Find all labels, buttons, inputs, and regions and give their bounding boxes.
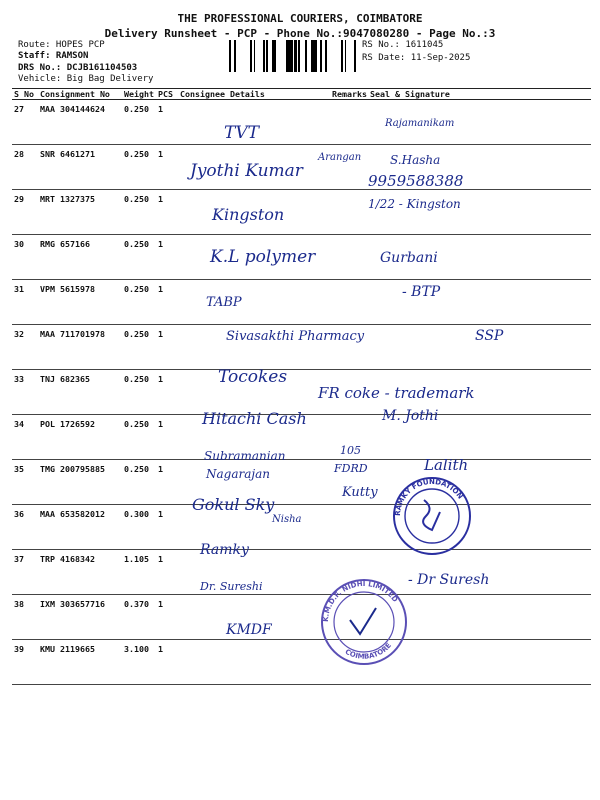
stamp-text: RAMKY FOUNDATION bbox=[393, 477, 465, 517]
consignee-cell bbox=[178, 505, 330, 550]
handwriting-note: FDRD bbox=[334, 462, 368, 475]
signature-cell bbox=[368, 325, 591, 370]
document-subtitle: Delivery Runsheet - PCP - Phone No.:9047080280 - Page No.:3 bbox=[104, 27, 496, 40]
pcs-cell: 1 bbox=[156, 415, 178, 460]
remarks-cell bbox=[330, 235, 368, 280]
handwriting-consignee: Ramky bbox=[200, 542, 249, 558]
vehicle-label: Vehicle: Big Bag Delivery bbox=[18, 74, 154, 84]
remarks-cell bbox=[330, 415, 368, 460]
remarks-cell bbox=[330, 190, 368, 235]
consignment-cell: MAA 711701978 bbox=[38, 325, 122, 370]
consignment-cell: VPM 5615978 bbox=[38, 280, 122, 325]
table-row bbox=[12, 505, 591, 550]
staff-label: Staff: RAMSON bbox=[18, 51, 89, 61]
handwriting-consignee: Jyothi Kumar bbox=[190, 161, 303, 181]
consignee-cell bbox=[178, 145, 330, 190]
consignment-cell: KMU 2119665 bbox=[38, 640, 122, 685]
table-header-row bbox=[12, 89, 591, 100]
handwriting-signature: Gurbani bbox=[380, 250, 438, 266]
table-row bbox=[12, 280, 591, 325]
handwriting-signature: 1/22 - Kingston bbox=[368, 197, 461, 211]
sno-cell: 30 bbox=[12, 235, 38, 280]
handwriting-consignee: K.L polymer bbox=[210, 247, 316, 267]
consignment-cell: TRP 4168342 bbox=[38, 550, 122, 595]
weight-cell: 0.250 bbox=[122, 460, 156, 505]
pcs-cell: 1 bbox=[156, 640, 178, 685]
pcs-cell: 1 bbox=[156, 190, 178, 235]
consignee-cell bbox=[178, 460, 330, 505]
sno-cell: 36 bbox=[12, 505, 38, 550]
handwriting-phone: 9959588388 bbox=[368, 172, 464, 190]
weight-cell: 0.250 bbox=[122, 235, 156, 280]
weight-cell: 0.250 bbox=[122, 100, 156, 145]
consignment-cell: MRT 1327375 bbox=[38, 190, 122, 235]
weight-cell: 0.370 bbox=[122, 595, 156, 640]
sno-cell: 31 bbox=[12, 280, 38, 325]
handwriting-consignee: Tocokes bbox=[218, 367, 288, 387]
pcs-cell: 1 bbox=[156, 550, 178, 595]
sno-cell: 27 bbox=[12, 100, 38, 145]
table-row bbox=[12, 235, 591, 280]
handwriting-note: Nagarajan bbox=[206, 467, 270, 481]
handwriting-signature: SSP bbox=[475, 328, 504, 344]
document-title: THE PROFESSIONAL COURIERS, COIMBATORE bbox=[177, 12, 423, 25]
weight-cell: 0.250 bbox=[122, 370, 156, 415]
consignment-cell: MAA 304144624 bbox=[38, 100, 122, 145]
consignee-cell bbox=[178, 640, 330, 685]
column-header: Remarks bbox=[332, 89, 367, 99]
signature-cell bbox=[368, 190, 591, 235]
weight-cell: 0.250 bbox=[122, 190, 156, 235]
weight-cell: 0.250 bbox=[122, 415, 156, 460]
column-header: Seal & Signature bbox=[368, 89, 591, 100]
sno-cell: 35 bbox=[12, 460, 38, 505]
consignment-cell: TMG 200795885 bbox=[38, 460, 122, 505]
column-header: Weight bbox=[122, 89, 156, 100]
weight-cell: 0.250 bbox=[122, 325, 156, 370]
signature-cell bbox=[368, 370, 591, 415]
consignment-cell: SNR 6461271 bbox=[38, 145, 122, 190]
signature-cell bbox=[368, 640, 591, 685]
sno-cell: 34 bbox=[12, 415, 38, 460]
column-header: PCS bbox=[156, 89, 178, 100]
consignee-cell bbox=[178, 190, 330, 235]
sno-cell: 38 bbox=[12, 595, 38, 640]
pcs-cell: 1 bbox=[156, 325, 178, 370]
remarks-cell bbox=[330, 460, 368, 505]
table-row bbox=[12, 145, 591, 190]
handwriting-signature: S.Hasha bbox=[390, 153, 441, 167]
signature-cell bbox=[368, 505, 591, 550]
rs-date: RS Date: 11-Sep-2025 bbox=[362, 53, 471, 63]
weight-cell: 3.100 bbox=[122, 640, 156, 685]
remarks-cell bbox=[330, 640, 368, 685]
signature-cell bbox=[368, 550, 591, 595]
weight-cell: 0.250 bbox=[122, 280, 156, 325]
column-header: S No bbox=[12, 89, 38, 100]
barcode bbox=[229, 40, 357, 72]
signature-cell bbox=[368, 145, 591, 190]
handwriting-note: 105 bbox=[340, 444, 361, 457]
handwriting-consignee: KMDF bbox=[226, 622, 272, 638]
consignee-cell bbox=[178, 235, 330, 280]
handwriting-signature: - Dr Suresh bbox=[408, 572, 490, 588]
pcs-cell: 1 bbox=[156, 595, 178, 640]
table-row bbox=[12, 595, 591, 640]
handwriting-consignee: Gokul Sky bbox=[192, 495, 275, 514]
table-row bbox=[12, 460, 591, 505]
remarks-cell bbox=[330, 325, 368, 370]
signature-cell bbox=[368, 235, 591, 280]
consignment-cell: POL 1726592 bbox=[38, 415, 122, 460]
remarks-cell bbox=[330, 595, 368, 640]
table-row bbox=[12, 640, 591, 685]
consignee-cell bbox=[178, 595, 330, 640]
weight-cell: 1.105 bbox=[122, 550, 156, 595]
consignee-cell bbox=[178, 325, 330, 370]
handwriting-signature: Rajamanikam bbox=[385, 118, 455, 129]
route-label: Route: HOPES PCP bbox=[18, 40, 105, 50]
remarks-cell bbox=[330, 280, 368, 325]
signature-cell bbox=[368, 100, 591, 145]
pcs-cell: 1 bbox=[156, 100, 178, 145]
consignment-cell: TNJ 682365 bbox=[38, 370, 122, 415]
handwriting-consignee: TABP bbox=[206, 295, 242, 310]
table-row bbox=[12, 415, 591, 460]
handwriting-signature: - BTP bbox=[402, 284, 441, 300]
pcs-cell: 1 bbox=[156, 235, 178, 280]
signature-cell bbox=[368, 460, 591, 505]
handwriting-note: Nisha bbox=[272, 514, 302, 525]
handwriting-note: Kutty bbox=[342, 485, 378, 500]
table-row bbox=[12, 370, 591, 415]
weight-cell: 0.250 bbox=[122, 145, 156, 190]
drs-label: DRS No.: DCJB161104503 bbox=[18, 63, 138, 73]
handwriting-note: Arangan bbox=[318, 152, 362, 163]
consignee-cell bbox=[178, 100, 330, 145]
pcs-cell: 1 bbox=[156, 145, 178, 190]
table-row bbox=[12, 550, 591, 595]
table-row bbox=[12, 100, 591, 145]
sno-cell: 32 bbox=[12, 325, 38, 370]
pcs-cell: 1 bbox=[156, 460, 178, 505]
handwriting-consignee: Dr. Sureshi bbox=[200, 580, 263, 593]
consignment-cell: IXM 303657716 bbox=[38, 595, 122, 640]
remarks-cell bbox=[330, 100, 368, 145]
consignment-cell: MAA 653582012 bbox=[38, 505, 122, 550]
column-header: Consignment No bbox=[38, 89, 122, 100]
rs-number: RS No.: 1611045 bbox=[362, 40, 444, 50]
sno-cell: 28 bbox=[12, 145, 38, 190]
consignee-cell bbox=[178, 280, 330, 325]
consignee-cell bbox=[178, 415, 330, 460]
consignment-cell: RMG 657166 bbox=[38, 235, 122, 280]
remarks-cell bbox=[330, 145, 368, 190]
remarks-cell bbox=[330, 370, 368, 415]
runsheet-table bbox=[12, 88, 591, 685]
signature-cell bbox=[368, 595, 591, 640]
handwriting-note: FR coke - trademark bbox=[318, 384, 475, 402]
consignee-cell bbox=[178, 370, 330, 415]
weight-cell: 0.300 bbox=[122, 505, 156, 550]
remarks-cell bbox=[330, 550, 368, 595]
sno-cell: 33 bbox=[12, 370, 38, 415]
stamp-text: COIMBATORE bbox=[343, 641, 394, 661]
handwriting-consignee: TVT bbox=[224, 123, 259, 143]
sno-cell: 37 bbox=[12, 550, 38, 595]
table-row bbox=[12, 325, 591, 370]
signature-cell bbox=[368, 415, 591, 460]
remarks-cell bbox=[330, 505, 368, 550]
pcs-cell: 1 bbox=[156, 505, 178, 550]
pcs-cell: 1 bbox=[156, 370, 178, 415]
signature-cell bbox=[368, 280, 591, 325]
handwriting-consignee: Kingston bbox=[212, 205, 285, 224]
stamp-text: K.M.D.F. NIDHI LIMITED bbox=[321, 579, 400, 623]
handwriting-consignee: Subramanian bbox=[204, 449, 286, 463]
sno-cell: 39 bbox=[12, 640, 38, 685]
table-row bbox=[12, 190, 591, 235]
handwriting-signature: M. Jothi bbox=[382, 408, 439, 424]
handwriting-consignee: Sivasakthi Pharmacy bbox=[226, 329, 365, 344]
pcs-cell: 1 bbox=[156, 280, 178, 325]
consignee-cell bbox=[178, 550, 330, 595]
handwriting-signature: Lalith bbox=[424, 456, 469, 474]
handwriting-consignee: Hitachi Cash bbox=[202, 409, 307, 428]
sno-cell: 29 bbox=[12, 190, 38, 235]
column-header: Consignee Details bbox=[178, 89, 330, 100]
